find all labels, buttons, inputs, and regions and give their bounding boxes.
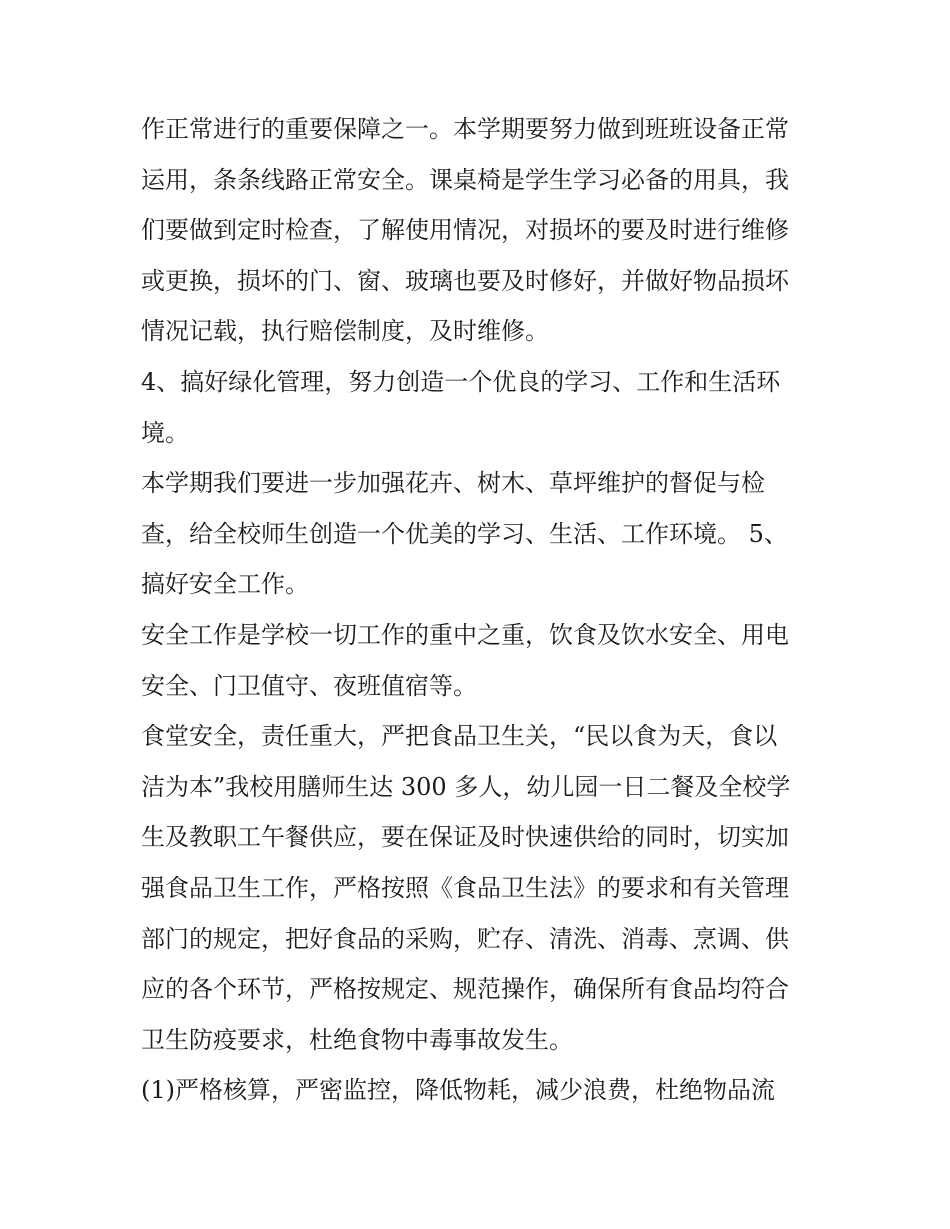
text-line-9: 查，给全校师生创造一个优美的学习、生活、工作环境。 5、 xyxy=(141,519,788,548)
text-line-10: 搞好安全工作。 xyxy=(141,570,309,599)
text-line-4: 或更换，损坏的门、窗、玻璃也要及时修好，并做好物品损坏 xyxy=(141,266,789,295)
text-line-12: 安全、门卫值守、夜班值宿等。 xyxy=(141,671,477,700)
text-line-2: 运用，条条线路正常安全。课桌椅是学生学习必备的用具，我 xyxy=(141,165,789,194)
text-line-15: 生及教职工午餐供应，要在保证及时快速供给的同时，切实加 xyxy=(141,823,789,852)
text-line-7: 境。 xyxy=(141,418,189,447)
text-line-19: 卫生防疫要求，杜绝食物中毒事故发生。 xyxy=(141,1025,573,1054)
text-line-20: (1)严格核算，严密监控，降低物耗，减少浪费，杜绝物品流 xyxy=(141,1076,775,1105)
text-line-14: 洁为本”我校用膳师生达 300 多人，幼儿园一日二餐及全校学 xyxy=(141,772,791,801)
document-body xyxy=(141,104,821,1116)
text-line-1: 作正常进行的重要保障之一。本学期要努力做到班班设备正常 xyxy=(141,115,789,143)
text-line-11: 安全工作是学校一切工作的重中之重，饮食及饮水安全、用电 xyxy=(141,620,789,649)
text-line-6: 4、搞好绿化管理，努力创造一个优良的学习、工作和生活环 xyxy=(141,367,781,396)
text-line-3: 们要做到定时检查，了解使用情况，对损坏的要及时进行维修 xyxy=(141,216,789,245)
text-line-5: 情况记载，执行赔偿制度，及时维修。 xyxy=(141,317,549,346)
text-line-17: 部门的规定，把好食品的采购，贮存、清洗、消毒、烹调、供 xyxy=(141,924,789,953)
text-line-8: 本学期我们要进一步加强花卉、树木、草坪维护的督促与检 xyxy=(141,469,765,498)
text-line-16: 强食品卫生工作，严格按照《食品卫生法》的要求和有关管理 xyxy=(141,873,789,902)
text-line-13: 食堂安全，责任重大，严把食品卫生关，“民以食为天，食以 xyxy=(141,722,778,751)
text-line-18: 应的各个环节，严格按规定、规范操作，确保所有食品均符合 xyxy=(141,975,789,1004)
